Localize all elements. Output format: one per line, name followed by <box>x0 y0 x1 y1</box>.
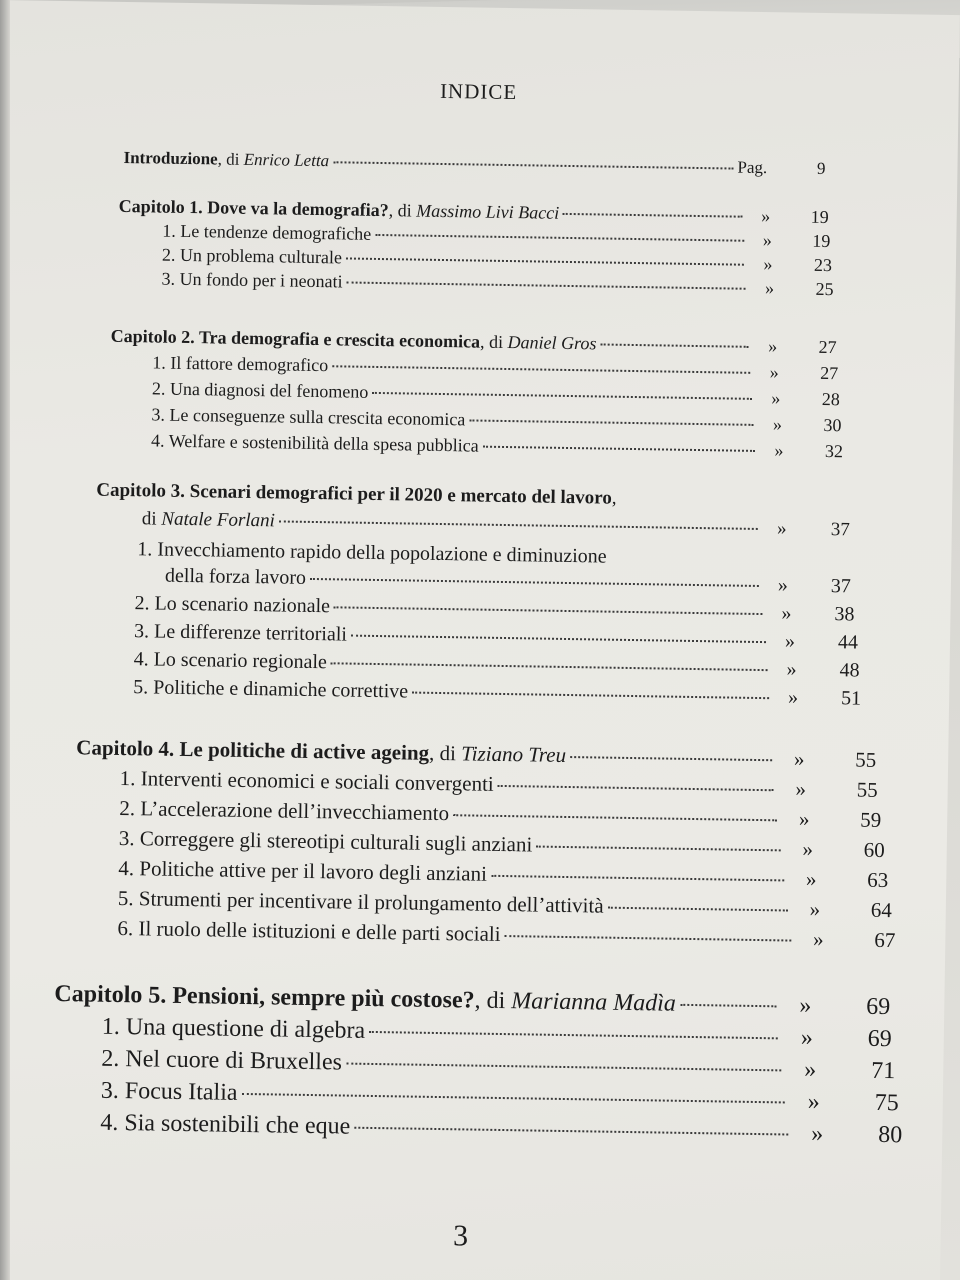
leader-dots <box>536 831 781 852</box>
leader-dots <box>372 380 752 401</box>
toc-section: 1. Invecchiamento rapido della popolazione e diminuzione <box>137 538 607 568</box>
page-marker: Pag. <box>737 157 768 178</box>
leader-dots <box>563 201 743 218</box>
toc-section: 3. Correggere gli stereotipi culturali sugli anziani » 60 <box>118 825 885 863</box>
toc-section: 4. Lo scenario regionale » 48 <box>133 648 860 682</box>
toc-section: 6. Il ruolo delle istituzioni e delle parti sociali » 67 <box>117 915 896 953</box>
toc-section: 3. Le differenze territoriali » 44 <box>133 620 859 654</box>
toc-section: 3. Focus Italia » 75 <box>100 1077 899 1117</box>
toc-section: 5. Politiche e dinamiche correttive » 51 <box>133 676 862 710</box>
toc-section: della forza lavoro » 37 <box>164 564 852 598</box>
toc-section: 1. Una questione di algebra » 69 <box>101 1013 892 1053</box>
toc-section: 1. Interventi economici e sociali convergenti » 55 <box>119 765 878 802</box>
entry-label: Capitolo 1. Dove va la demografia?, di Massimo Livi Bacci <box>118 195 560 223</box>
entry-label: Capitolo 4. Le politiche di active ageing, di Tiziano Treu <box>76 735 567 767</box>
leader-dots <box>333 149 734 169</box>
leader-dots <box>453 799 777 821</box>
toc-entry-chapter-3 <box>142 508 850 541</box>
page-number: 69 <box>866 993 891 1021</box>
leader-dots <box>608 892 788 912</box>
entry-label: di Natale Forlani <box>141 508 276 532</box>
leader-dots <box>310 564 759 587</box>
leader-dots <box>491 860 785 881</box>
page-marker: » <box>768 336 778 357</box>
page-number: 55 <box>854 747 877 772</box>
toc-section: 3. Le conseguenze sulla crescita economica » 30 <box>151 404 842 436</box>
page-number: 19 <box>810 206 829 228</box>
page-number: 37 <box>830 519 850 541</box>
toc-section: 4. Sia sostenibili che eque » 80 <box>100 1109 903 1149</box>
toc-section: 2. Una diagnosi del fenomeno » 28 <box>151 378 840 410</box>
page-title: INDICE <box>439 78 518 105</box>
toc-section: 2. L’accelerazione dell’invecchiamento » 59 <box>119 795 882 832</box>
page-number: 9 <box>816 158 826 178</box>
toc-entry-introduzione <box>123 148 825 179</box>
leader-dots <box>332 353 750 374</box>
page-marker: » <box>799 992 812 1019</box>
toc-section: 4. Welfare e sostenibilità della spesa pubblica » 32 <box>150 430 844 462</box>
leader-dots <box>279 507 758 530</box>
toc-section: 2. Lo scenario nazionale » 38 <box>134 592 855 626</box>
leader-dots <box>505 920 792 941</box>
toc-entry-chapter-3-title: Capitolo 3. Scenari demografici per il 2020 e mercato del lavoro, <box>96 479 617 509</box>
leader-dots <box>600 331 748 348</box>
toc-section: 4. Politiche attive per il lavoro degli anziani » 63 <box>118 855 889 893</box>
entry-label: Capitolo 5. Pensioni, sempre più costose?, di Marianna Madìa <box>54 980 677 1017</box>
leader-dots <box>570 741 772 761</box>
book-spine-edge <box>0 0 10 1280</box>
entry-label: Introduzione, di Enrico Letta <box>123 147 330 171</box>
leader-dots <box>680 987 777 1007</box>
toc-section: 1. Il fattore demografico » 27 <box>152 352 839 384</box>
leader-dots <box>498 770 774 791</box>
leader-dots <box>469 407 753 426</box>
page-marker: » <box>793 746 805 771</box>
toc-section: 3. Un fondo per i neonati » 25 <box>161 268 834 300</box>
page-number-footer: 3 <box>452 1219 469 1253</box>
toc-section: 1. Le tendenze demografiche » 19 <box>162 220 831 252</box>
page-marker: » <box>776 518 787 540</box>
page-number: 27 <box>818 336 837 358</box>
toc-section: 2. Un problema culturale » 23 <box>161 244 833 276</box>
page-marker: » <box>761 205 771 227</box>
leader-dots <box>412 678 769 700</box>
entry-label: Capitolo 2. Tra demografia e crescita economica, di Daniel Gros <box>110 325 597 354</box>
leader-dots <box>483 433 756 452</box>
toc-section: 5. Strumenti per incentivare il prolungamento dell’attività » 64 <box>117 885 893 923</box>
toc-section: 2. Nel cuore di Bruxelles » 71 <box>101 1045 896 1085</box>
